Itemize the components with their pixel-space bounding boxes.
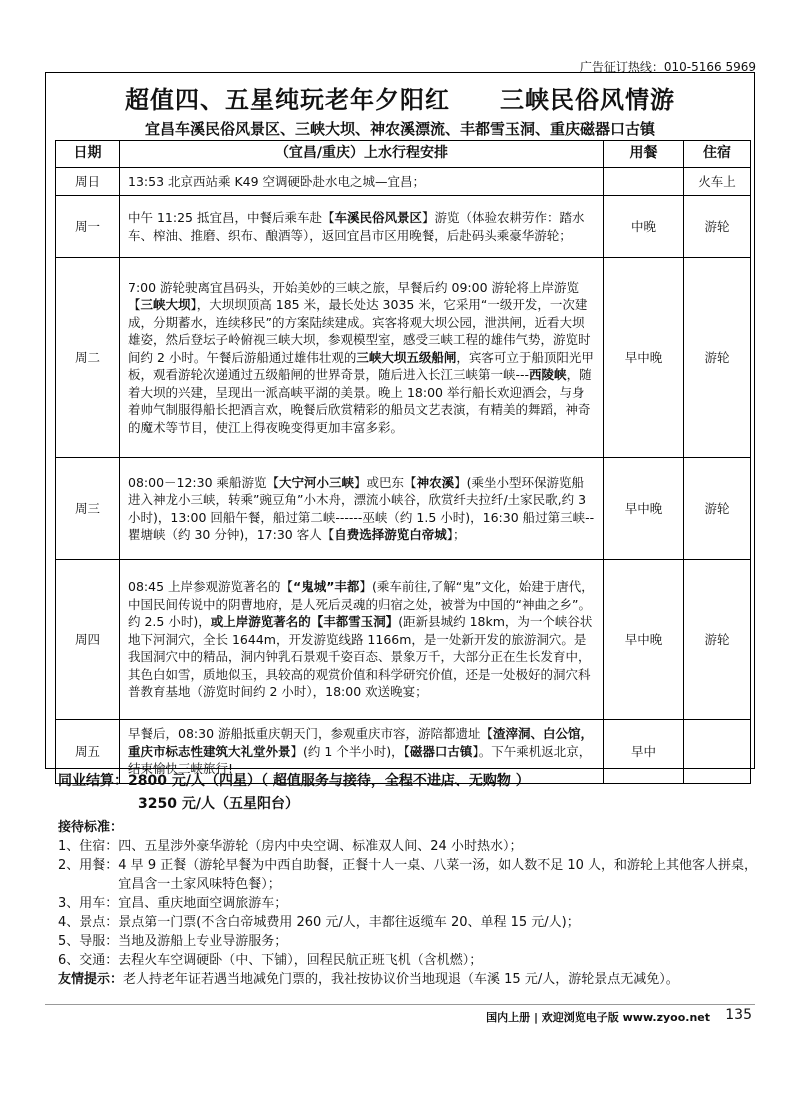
page-number: 135 (725, 1007, 752, 1023)
standard-key: 1、住宿： (58, 839, 119, 854)
itinerary-highlight: 磁器口古镇 (409, 743, 473, 759)
standards-list (58, 837, 758, 970)
row-stay: 游轮 (684, 258, 751, 458)
ad-hotline: 广告征订热线：010-5166 5969 (579, 60, 756, 74)
row-day: 周二 (56, 258, 120, 458)
row-itinerary (120, 196, 604, 258)
itinerary-text: 】，大坝坝顶高 185 米，最长处达 3035 米，它采用“一级开发，一次建成，分期蓄水，连续移民”的方案陆续建成。宾客将观大坝公园，泄洪闸，近看大坝雄姿，然后登坛子岭俯视三峡大坝，参观模型室，感受三峡工程的雄伟气势，游览时间约 2 小时。午餐后游船通过雄伟壮观的 (128, 297, 591, 365)
row-meal (604, 168, 684, 196)
footer-text: 国内上册 | 欢迎浏览电子版 www.zyoo.net (486, 1011, 710, 1024)
table-row (56, 196, 751, 258)
itinerary-text: 】。下午乘机返北京，结束愉快三峡旅行! (128, 743, 592, 777)
itinerary-highlight: 大宁河小三峡 (279, 474, 355, 490)
table-row (56, 560, 751, 720)
row-itinerary (120, 560, 604, 720)
standard-value: 景点第一门票(不含白帝城费用 260 元/人，丰都往返缆车 20、单程 15 元/人)； (118, 915, 580, 930)
standards-label: 接待标准： (58, 820, 124, 835)
standard-value: 四、五星涉外豪华游轮（房内中央空调、标准双人间、24 小时热水）； (118, 839, 523, 854)
itinerary-text: 】； (446, 527, 466, 542)
page-subtitle: 宜昌车溪民俗风景区、三峡大坝、神农溪漂流、丰都雪玉洞、重庆磁器口古镇 (144, 120, 655, 138)
header-day: 日期 (56, 141, 120, 168)
itinerary-table (55, 140, 751, 784)
standard-item (58, 837, 758, 856)
itinerary-highlight: 渣滓洞、白公馆，重庆市标志性建筑大礼堂外景 (128, 726, 594, 759)
row-day: 周三 (56, 458, 120, 560)
standard-value: 4 早 9 正餐（游轮早餐为中西自助餐，正餐十人一桌、八菜一汤，如人数不足 10 人，和游轮上其他客人拼桌，宜昌含一土家风味特色餐）； (118, 858, 758, 892)
standard-key: 3、用车： (58, 896, 119, 911)
row-itinerary (120, 258, 604, 458)
row-stay: 火车上 (684, 168, 751, 196)
itinerary-highlight: “鬼城”丰都 (293, 579, 360, 595)
table-row (56, 168, 751, 196)
standard-value: 当地及游船上专业导游服务； (118, 934, 288, 949)
row-itinerary (120, 168, 604, 196)
standard-item (58, 856, 758, 894)
itinerary-highlight: 或上岸游览著名的【丰都雪玉洞】 (210, 614, 399, 630)
standard-key: 4、景点： (58, 915, 119, 930)
row-day: 周五 (56, 720, 120, 784)
itinerary-text: 中午 11:25 抵宜昌，中餐后乘车赴【 (128, 210, 335, 225)
price-four-star: 2800 元/人（四星）（ 超值服务与接待，全程不进店、无购物 ） (128, 773, 530, 789)
itinerary-text: 早餐后，08:30 游船抵重庆朝天门，参观重庆市容，游陪都遗址【 (128, 726, 493, 742)
row-day: 周一 (56, 196, 120, 258)
row-stay: 游轮 (684, 458, 751, 560)
row-meal: 早中晚 (604, 458, 684, 560)
itinerary-highlight: 西陵峡 (529, 367, 567, 383)
price-label: 同业结算： (58, 773, 128, 789)
row-stay: 游轮 (684, 560, 751, 720)
itinerary-text: 08:45 上岸参观游览著名的【 (128, 579, 293, 595)
price-line-1 (58, 770, 758, 793)
itinerary-text: 】(约 1 个半小时)，【 (290, 743, 410, 759)
standard-item (58, 951, 758, 970)
itinerary-text: 】(乘坐小型环保游览船进入神龙小三峡，转乘”豌豆角”小木舟，漂流小峡谷，欣赏纤夫拉纤/土家民歌,约 3 小时)，13:00 回船午餐，船过第二峡------巫峡（约 1.5 小时)，16:30 船过第三峡--瞿塘峡（约 30 分钟)，17:30 客人【 (128, 474, 595, 542)
itinerary-text: 】或巴东【 (354, 474, 417, 490)
standard-item (58, 894, 758, 913)
tip-label: 友情提示： (58, 972, 124, 987)
row-day: 周日 (56, 168, 120, 196)
itinerary-highlight: 三峡大坝 (140, 297, 191, 313)
itinerary-highlight: 三峡大坝五级船闸 (356, 349, 457, 365)
table-row (56, 458, 751, 560)
row-stay: 游轮 (684, 196, 751, 258)
itinerary-highlight: 自费选择游览白帝城 (334, 527, 447, 542)
standard-key: 6、交通： (58, 953, 119, 968)
table-header-row (56, 141, 751, 168)
terms-section (58, 770, 758, 989)
page-footer (0, 1004, 800, 1026)
itinerary-text: (距新县城约 18km，为一个峡谷状地下河洞穴，全长 1644m，开发游览线路 1166m，是一处新开发的旅游洞穴。是我国洞穴中的精品，洞内钟乳石景观千姿百态、景象万千，大部分正在生长发育中，其色白如雪，质地似玉，具较高的观赏价值和科学研究价值，还是一处极好的洞穴科普教育基地（游览时间约 2 小时），18:00 欢送晚宴； (128, 614, 593, 700)
row-meal: 早中 (604, 720, 684, 784)
itinerary-text: 13:53 北京西站乘 K49 空调硬卧赴水电之城—宜昌； (128, 173, 426, 189)
itinerary-text: 】(乘车前往,了解“鬼”文化，始建于唐代，中国民间传说中的阴曹地府，是人死后灵魂的归宿之处，被誉为中国的“神曲之乡”。 约 2.5 小时)， (128, 579, 594, 630)
standard-value: 去程火车空调硬卧（中、下铺），回程民航正班飞机（含机燃）； (118, 953, 483, 968)
row-meal: 中晚 (604, 196, 684, 258)
table-row (56, 258, 751, 458)
header-stay: 住宿 (684, 141, 751, 168)
footer-divider (45, 1004, 755, 1005)
itinerary-text: 】游览（体验农耕劳作：踏水车、榨油、推磨、织布、酿酒等），返回宜昌市区用晚餐，后赴码头乘豪华游轮； (128, 210, 585, 243)
tip-line (58, 970, 758, 989)
price-line-2: 3250 元/人（五星阳台） (138, 796, 299, 812)
row-day: 周四 (56, 560, 120, 720)
standard-key: 2、用餐： (58, 858, 119, 873)
itinerary-highlight: 车溪民俗风景区 (334, 210, 422, 225)
tip-text: 老人持老年证若遇当地减免门票的，我社按协议价当地现退（车溪 15 元/人，游轮景点无减免）。 (123, 972, 679, 987)
header-meal: 用餐 (604, 141, 684, 168)
standard-item (58, 932, 758, 951)
itinerary-highlight: 神农溪 (416, 474, 455, 490)
row-meal: 早中晚 (604, 560, 684, 720)
page-title: 超值四、五星纯玩老年夕阳红 三峡民俗风情游 (125, 86, 675, 114)
itinerary-text: ，随着大坝的兴建，呈现出一派高峡平湖的美景。晚上 18:00 举行船长欢迎酒会，与身着帅气制服得船长把酒言欢，晚餐后欣赏精彩的船员文艺表演，有精美的舞蹈，神奇的魔术等节目，使江上得夜晚变得更加丰富多彩。 (128, 367, 592, 435)
standard-value: 宜昌、重庆地面空调旅游车； (118, 896, 288, 911)
row-meal: 早中晚 (604, 258, 684, 458)
standard-item (58, 913, 758, 932)
row-itinerary (120, 458, 604, 560)
itinerary-text: 08:00－12:30 乘船游览【 (128, 474, 280, 490)
header-route: （宜昌/重庆）上水行程安排 (120, 141, 604, 168)
itinerary-text: ，宾客可立于船顶阳光甲板，观看游轮次递通过五级船闸的世界奇景，随后进入长江三峡第一峡--- (128, 349, 594, 383)
standard-key: 5、导服： (58, 934, 119, 949)
itinerary-text: 7:00 游轮驶离宜昌码头，开始美妙的三峡之旅，早餐后约 09:00 游轮将上岸游览【 (128, 279, 580, 313)
